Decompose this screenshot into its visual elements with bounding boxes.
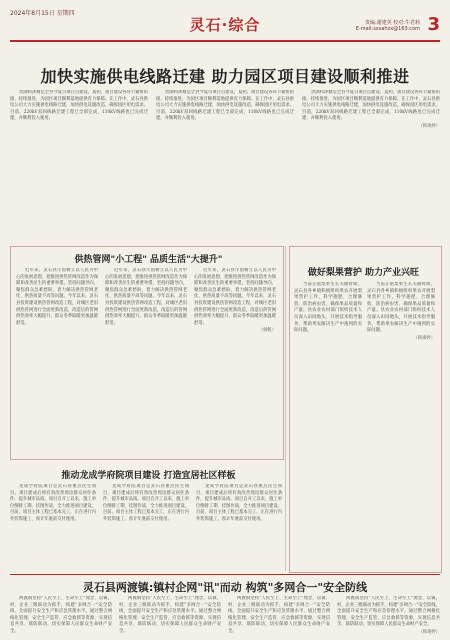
pear-headline: 做好梨果营护 助力产业兴旺: [307, 268, 420, 278]
housing-text-2: 龙成学府院项目是灵石县重点民生项目，项目建成后将有效改善周边群众居住条件，提升城市品质。项目自开工以来，施工单位倒排工期、挂图作战，全力推进项目建设。目前，项目主体工程已基本完工，正在进行内外装饰施工，预计年底前交付使用。: [103, 484, 189, 522]
housing-headline: 推动龙成学府院项目建设 打造宜居社区样板: [61, 471, 236, 481]
housing-text-1: 龙成学府院项目是灵石县重点民生项目，项目建成后将有效改善周边群众居住条件，提升城市品质。项目自开工以来，施工单位倒排工期、挂图作战，全力推进项目建设。目前，项目主体工程已基本完工，正在进行内外装饰施工，预计年底前交付使用。: [10, 484, 96, 522]
bottom-col-3: [228, 596, 330, 634]
issue-date: 2024年8月15日 星期四: [10, 10, 75, 17]
lead-article-col-1: [10, 90, 148, 244]
bottom-byline: （韩竣婷）: [418, 629, 440, 634]
pear-byline: （韩竣婷）: [413, 335, 435, 341]
main-headline: 加快实施供电线路迁建 助力园区项目建设顺利推进: [40, 67, 410, 86]
housing-col-2: [103, 484, 189, 570]
section-title: 灵石·综合: [189, 16, 261, 34]
heating-headline: 供热管网"小工程" 品质生活"大提升": [74, 255, 223, 265]
heating-col-1: [16, 268, 98, 454]
lead-article-col-3: [302, 90, 440, 244]
lead-article-text-3: 贵湖和沐塘是全县今夏引项目点建设，夏初，项目建设各环节紧密衔接，持续推进，为园区项目顺利落地提供有力保障。在工作中，灵石县供电公司大力实施供电线路迁建，加快供电设施改造，确保园区用电需求。目前，220kV双回线路迁建工程已全部完成，110kV线路也已完成迁建，并顺利投入使用。: [302, 90, 440, 122]
housing-col-3: [196, 484, 282, 570]
bottom-col-1: [10, 596, 112, 634]
bottom-text-1: 两渡镇坚持"人民至上、生命至上"理念，以镇、村、企业三级联动为抓手，构建"多网合一"安全防线，全面提升安全生产和应急管理水平。通过整合网格化管理、安全生产监管、应急救援等资源，实现信息共享、联防联动，切实保障人民群众生命财产安全。: [10, 596, 112, 634]
bottom-col-4: [337, 596, 440, 634]
heating-col-3: [194, 268, 276, 454]
lead-byline: （韩竣婷）: [418, 123, 440, 129]
pear-text-2: 当前正值梨果生长关键时期，灵石县各乡镇积极组织果农开展梨果营护工作，科学施肥、合理修剪、防治病虫害，确保果品质量和产量。县农业农村部门组织技术人员深入田间地头，开展技术指导服务，帮助果农解决生产中遇到的实际问题。: [367, 282, 435, 334]
housing-col-1: [10, 484, 96, 570]
pear-col-1: [294, 282, 362, 566]
heating-text-3: 近年来，灵石县牢固树立以人民为中心的发展思想，把推进供热管网改造作为保障和改善民生的重要举措，坚持问题导向，聚焦群众急难愁盼，着力解决供热管网老化、供热质量不高等问题。今年以来，灵石县投资建设供热管网改造工程，对城区老旧供热管网进行全面更新改造，改造后的管网供热效率大幅提升，群众冬季取暖更加温暖舒适。: [194, 268, 276, 326]
bottom-col-2: [119, 596, 221, 634]
pear-col-2: [367, 282, 435, 566]
heating-text-1: 近年来，灵石县牢固树立以人民为中心的发展思想，把推进供热管网改造作为保障和改善民生的重要举措，坚持问题导向，聚焦群众急难愁盼，着力解决供热管网老化、供热质量不高等问题。今年以来，灵石县投资建设供热管网改造工程，对城区老旧供热管网进行全面更新改造，改造后的管网供热效率大幅提升，群众冬季取暖更加温暖舒适。: [16, 268, 98, 326]
lead-article-text-2: 贵湖和沐塘是全县今夏引项目点建设，夏初，项目建设各环节紧密衔接，持续推进，为园区项目顺利落地提供有力保障。在工作中，灵石县供电公司大力实施供电线路迁建，加快供电设施改造，确保园区用电需求。目前，220kV双回线路迁建工程已全部完成，110kV线路也已完成迁建，并顺利投入使用。: [156, 90, 294, 122]
editor-contact: [356, 20, 420, 32]
heating-byline: （杨帆）: [258, 328, 276, 334]
newspaper-page: [10, 6, 440, 634]
bottom-text-2: 两渡镇坚持"人民至上、生命至上"理念，以镇、村、企业三级联动为抓手，构建"多网合一"安全防线，全面提升安全生产和应急管理水平。通过整合网格化管理、安全生产监管、应急救援等资源，实现信息共享、联防联动，切实保障人民群众生命财产安全。: [119, 596, 221, 634]
housing-text-3: 龙成学府院项目是灵石县重点民生项目，项目建成后将有效改善周边群众居住条件，提升城市品质。项目自开工以来，施工单位倒排工期、挂图作战，全力推进项目建设。目前，项目主体工程已基本完工，正在进行内外装饰施工，预计年底前交付使用。: [196, 484, 282, 522]
page-number: 3: [427, 14, 440, 35]
masthead: [10, 6, 440, 46]
bottom-text-4: 两渡镇坚持"人民至上、生命至上"理念，以镇、村、企业三级联动为抓手，构建"多网合一"安全防线，全面提升安全生产和应急管理水平。通过整合网格化管理、安全生产监管、应急救援等资源，实现信息共享、联防联动，切实保障人民群众生命财产安全。: [337, 596, 440, 628]
bottom-headline: 灵石县两渡镇:镇村企网"讯"而动 构筑"多网合一"安全防线: [82, 581, 368, 594]
lead-article-col-2: [156, 90, 294, 244]
masthead-rule: [10, 40, 440, 42]
heating-col-2: [105, 268, 187, 454]
bottom-text-3: 两渡镇坚持"人民至上、生命至上"理念，以镇、村、企业三级联动为抓手，构建"多网合一"安全防线，全面提升安全生产和应急管理水平。通过整合网格化管理、安全生产监管、应急救援等资源，实现信息共享、联防联动，切实保障人民群众生命财产安全。: [228, 596, 330, 634]
editor-line: 贵编:谢建英 校对:牛君莉: [365, 20, 420, 26]
email-line: E-mail:sxsahzx@163.com: [355, 26, 420, 32]
pear-text-1: 当前正值梨果生长关键时期，灵石县各乡镇积极组织果农开展梨果营护工作，科学施肥、合理修剪、防治病虫害，确保果品质量和产量。县农业农村部门组织技术人员深入田间地头，开展技术指导服务，帮助果农解决生产中遇到的实际问题。: [294, 282, 362, 334]
column-divider: [285, 246, 286, 571]
bottom-section-rule: [10, 574, 440, 575]
heating-text-2: 近年来，灵石县牢固树立以人民为中心的发展思想，把推进供热管网改造作为保障和改善民生的重要举措，坚持问题导向，聚焦群众急难愁盼，着力解决供热管网老化、供热质量不高等问题。今年以来，灵石县投资建设供热管网改造工程，对城区老旧供热管网进行全面更新改造，改造后的管网供热效率大幅提升，群众冬季取暖更加温暖舒适。: [105, 268, 187, 326]
lead-article-text: 贵湖和沐塘是全县今夏引项目点建设，夏初，项目建设各环节紧密衔接，持续推进，为园区项目顺利落地提供有力保障。在工作中，灵石县供电公司大力实施供电线路迁建，加快供电设施改造，确保园区用电需求。目前，220kV双回线路迁建工程已全部完成，110kV线路也已完成迁建，并顺利投入使用。: [10, 90, 148, 122]
